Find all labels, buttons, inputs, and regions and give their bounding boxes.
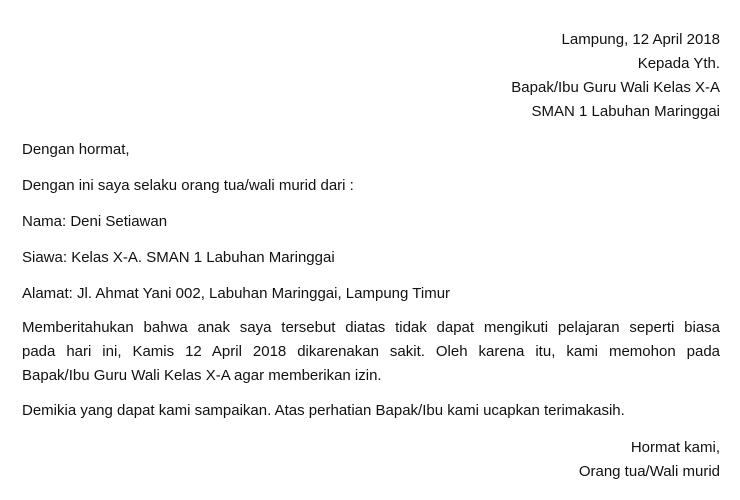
notice-line-1: Memberitahukan bahwa anak saya tersebut diatas tidak dapat mengikuti pelajaran seperti biasa: [22, 319, 720, 336]
school-name: SMAN 1 Labuhan Maringgai: [531, 103, 720, 120]
sender: Orang tua/Wali murid: [578, 463, 720, 480]
regards: Hormat kami,: [630, 439, 720, 456]
greeting: Dengan hormat,: [22, 141, 130, 158]
closing-line: Demikia yang dapat kami sampaikan. Atas perhatian Bapak/Ibu kami ucapkan terimakasih.: [22, 402, 625, 419]
notice-line-3: Bapak/Ibu Guru Wali Kelas X-A agar memberikan izin.: [22, 367, 382, 384]
recipient: Bapak/Ibu Guru Wali Kelas X-A: [511, 79, 720, 96]
student-class: Siawa: Kelas X-A. SMAN 1 Labuhan Maringgai: [22, 249, 335, 266]
intro-line: Dengan ini saya selaku orang tua/wali murid dari :: [22, 177, 354, 194]
place-date: Lampung, 12 April 2018: [561, 31, 720, 48]
student-address: Alamat: Jl. Ahmat Yani 002, Labuhan Maringgai, Lampung Timur: [22, 285, 451, 302]
student-name: Nama: Deni Setiawan: [22, 213, 168, 230]
addressee-prefix: Kepada Yth.: [637, 55, 720, 72]
notice-paragraph: [22, 316, 720, 388]
notice-line-2: pada hari ini, Kamis 12 April 2018 dikarenakan sakit. Oleh karena itu, kami memohon pada: [22, 343, 720, 360]
